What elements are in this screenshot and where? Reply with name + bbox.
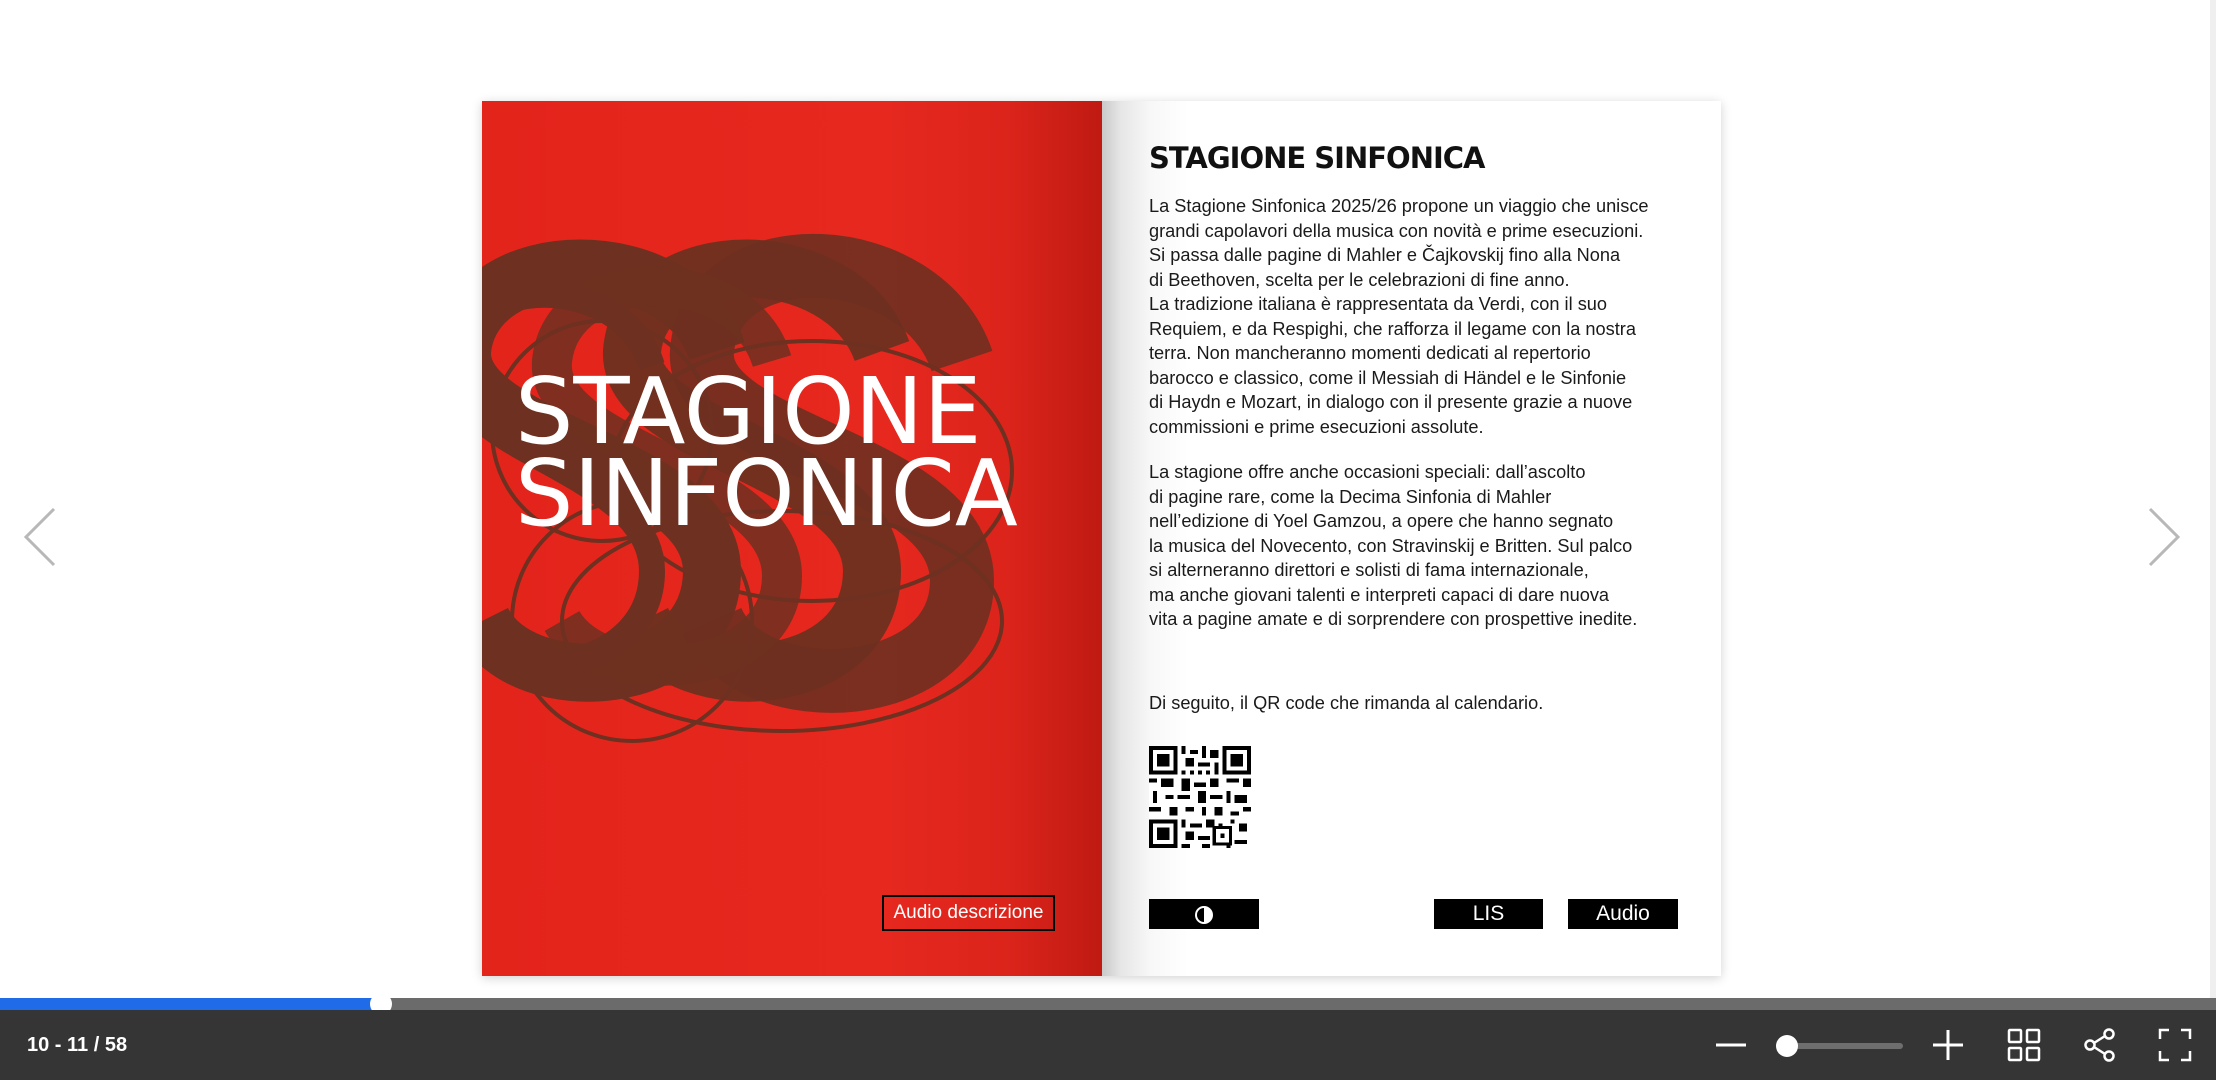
prev-page-button[interactable] [20,505,64,569]
left-page[interactable] [482,101,1102,976]
scrollbar[interactable] [2210,0,2216,998]
text-line: di pagine rare, come la Decima Sinfonia di Mahler [1149,486,1552,507]
text-line: La stagione offre anche occasioni speciali: dall’ascolto [1149,462,1586,482]
text-line: barocco e classico, come il Messiah di Händel e le Sinfonie [1149,367,1627,388]
audio-button[interactable]: Audio [1568,899,1678,929]
text-line: ma anche giovani talenti e interpreti capaci di dare nuova [1149,584,1610,605]
grid-icon [2006,1027,2042,1063]
page-heading: STAGIONE SINFONICA [1149,141,1485,175]
cover-title-line-1: STAGIONE [515,358,982,465]
zoom-in-icon [1930,1027,1966,1063]
cover-title-line-2: SINFONICA [515,440,1018,547]
audio-description-button[interactable]: Audio descrizione [882,895,1055,931]
text-line: vita a pagine amate e di sorprendere con prospettive inedite. [1149,609,1638,629]
chevron-right-icon [2140,505,2184,569]
zoom-out-button[interactable] [1713,1027,1749,1063]
next-page-button[interactable] [2140,505,2184,569]
page-progress-bar[interactable] [0,998,2216,1010]
text-line: La tradizione italiana è rappresentata da Verdi, con il suo [1149,294,1608,314]
contrast-icon [1194,905,1214,925]
share-icon [2082,1027,2118,1063]
thumbnails-button[interactable] [2006,1027,2042,1063]
bottom-toolbar [0,1010,2216,1080]
book-spread [482,101,1721,976]
fullscreen-button[interactable] [2157,1027,2193,1063]
share-button[interactable] [2082,1027,2118,1063]
description-paragraph-2 [1149,460,1689,632]
text-line: nell’edizione di Yoel Gamzou, a opere che hanno segnato [1149,511,1614,531]
qr-code-icon[interactable] [1149,746,1251,848]
description-paragraph-1 [1149,194,1689,439]
cover-title [515,358,1075,547]
text-line: si alterneranno direttori e solisti di fama internazionale, [1149,560,1589,580]
right-page[interactable] [1102,101,1721,976]
text-line: Si passa dalle pagine di Mahler e Čajkovskij fino alla Nona [1149,245,1621,265]
page-counter: 10 - 11 / 58 [27,1034,128,1056]
text-line: Requiem, e da Respighi, che rafforza il legame con la nostra [1149,318,1636,339]
text-line: di Haydn e Mozart, in dialogo con il presente grazie a nuove [1149,392,1633,412]
text-line: grandi capolavori della musica con novità e prime esecuzioni. [1149,220,1644,241]
zoom-slider[interactable] [1776,1043,1903,1049]
lis-button[interactable]: LIS [1434,899,1543,929]
text-line: commissioni e prime esecuzioni assolute. [1149,416,1484,437]
text-line: terra. Non mancheranno momenti dedicati al repertorio [1149,343,1591,363]
progress-fill [0,998,381,1010]
qr-caption: Di seguito, il QR code che rimanda al calendario. [1149,693,1544,713]
fullscreen-icon [2157,1027,2193,1063]
chevron-left-icon [20,505,64,569]
text-line: di Beethoven, scelta per le celebrazioni di fine anno. [1149,269,1570,290]
zoom-slider-handle[interactable] [1776,1035,1798,1057]
contrast-button[interactable] [1149,899,1259,929]
text-line: la musica del Novecento, con Stravinskij e Britten. Sul palco [1149,535,1633,556]
text-line: La Stagione Sinfonica 2025/26 propone un viaggio che unisce [1149,196,1649,216]
zoom-in-button[interactable] [1930,1027,1966,1063]
zoom-out-icon [1713,1027,1749,1063]
